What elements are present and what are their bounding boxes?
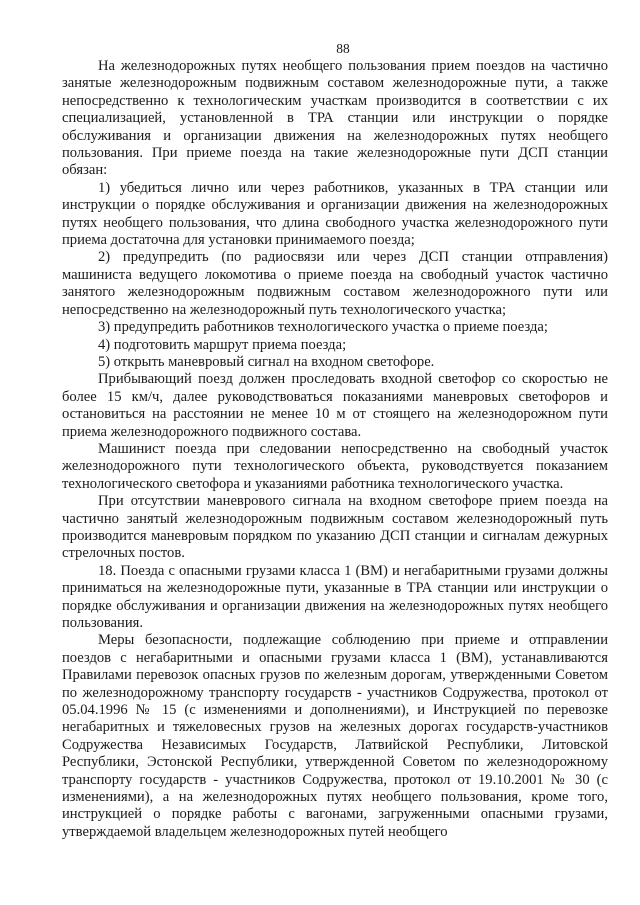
paragraph-driver: Машинист поезда при следовании непосредственно на свободный участок железнодорожного пути технологического объекта, руководствуется показанием технологического светофора и указаниями работника технологического участка. (62, 440, 608, 492)
paragraph-no-signal: При отсутствии маневрового сигнала на входном светофоре прием поезда на частично занятый железнодорожным подвижным составом железнодорожный путь производится маневровым порядком по указанию ДСП станции и сигналам дежурных стрелочных постов. (62, 493, 608, 562)
paragraph-section-18: 18. Поезда с опасными грузами класса 1 (ВМ) и негабаритными грузами должны приниматься на железнодорожные пути, указанные в ТРА станции или инструкции о порядке обслуживания и организации движения на железнодорожных путях необщего пользования. (62, 562, 608, 631)
document-page (62, 40, 608, 841)
paragraph-item-5: 5) открыть маневровый сигнал на входном светофоре. (98, 353, 435, 370)
paragraph-item-2: 2) предупредить (по радиосвязи или через ДСП станции отправления) машиниста ведущего локомотива о приеме поезда на свободный участок частично занятого железнодорожным подвижным составом железнодорожного пути или непосредственно на железнодорожный путь технологического участка; (62, 249, 608, 318)
page-number: 88 (336, 41, 350, 56)
paragraph-safety-measures: Меры безопасности, подлежащие соблюдению при приеме и отправлении поездов с негабаритными и опасными грузами класса 1 (ВМ), устанавливаются Правилами перевозок опасных грузов по железным дорогам, утвержденными Советом по железнодорожному транспорту государств - участников Содружества, протокол от 05.04.1996 № 15 (с изменениями и дополнениями), и Инструкцией по перевозке негабаритных и тяжеловесных грузов на железных дорогах государств-участников Содружества Независимых Государств, Латвийской Республики, Литовской Республики, Эстонской Республики, утвержденной Советом по железнодорожному транспорту государств - участников Содружества, протокол от 19.10.2001 № 30 (с изменениями), а на железнодорожных путях необщего пользования, кроме того, инструкцией о порядке работы с вагонами, загруженными опасными грузами, утверждаемой владельцем железнодорожных путей необщего (62, 632, 608, 840)
paragraph-item-4: 4) подготовить маршрут приема поезда; (98, 336, 347, 353)
paragraph-item-3: 3) предупредить работников технологического участка о приеме поезда; (98, 319, 548, 336)
paragraph-arrival-speed: Прибывающий поезд должен проследовать входной светофор со скоростью не более 15 км/ч, далее руководствоваться показаниями маневровых светофоров и остановиться на расстоянии не менее 10 м от стоящего на железнодорожном пути приема железнодорожного подвижного состава. (62, 371, 608, 440)
paragraph-intro: На железнодорожных путях необщего пользования прием поездов на частично занятые железнодорожным подвижным составом железнодорожные пути, а также непосредственно к технологическим участкам производится в соответствии с их специализацией, установленной в ТРА станции или инструкции о порядке обслуживания и организации движения на железнодорожных путях необщего пользования. При приеме поезда на такие железнодорожные пути ДСП станции обязан: (62, 58, 608, 179)
paragraph-item-1: 1) убедиться лично или через работников, указанных в ТРА станции или инструкции о порядке обслуживания и организации движения на железнодорожных путях необщего пользования, что длина свободного участка железнодорожного пути приема достаточна для установки принимаемого поезда; (62, 179, 608, 249)
